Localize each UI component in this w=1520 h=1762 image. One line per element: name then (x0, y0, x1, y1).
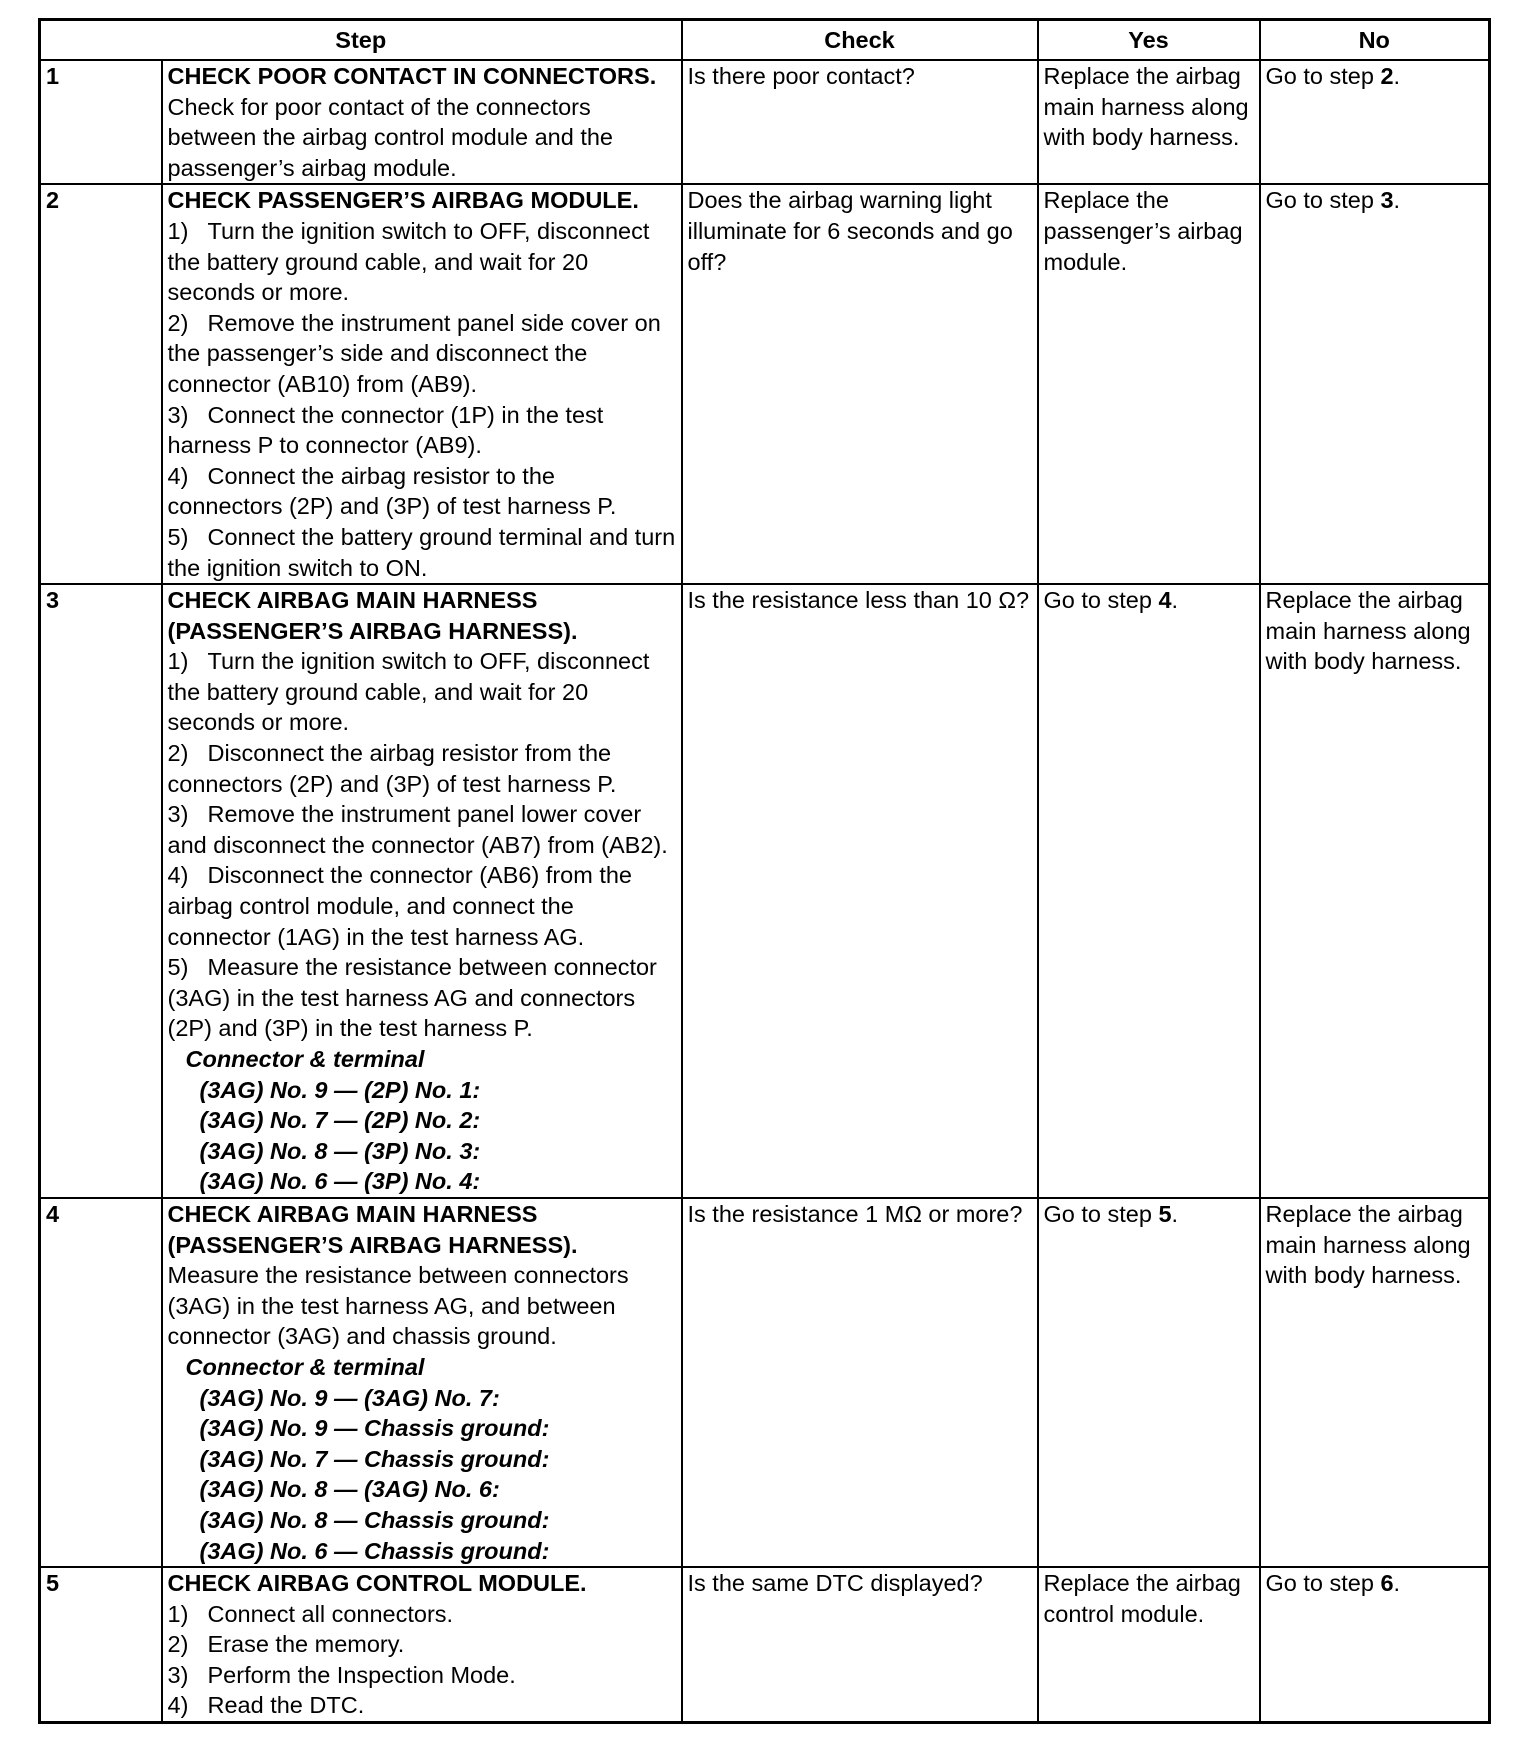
sub-step-number: 4) (167, 462, 189, 489)
sub-step-text: Read the DTC. (207, 1692, 365, 1719)
no-step-ref: 3 (1380, 187, 1394, 214)
sub-step-text: Connect the airbag resistor to the connectors (2P) and (3P) of test harness P. (167, 462, 617, 520)
sub-step-number: 1) (167, 217, 189, 244)
yes-suffix: . (1171, 1200, 1179, 1227)
no-suffix: . (1393, 187, 1401, 214)
sub-step (168, 1690, 676, 1721)
diagnostic-table (38, 18, 1491, 1724)
yes-prefix: Go to step (1043, 587, 1159, 614)
step-number: 2 (40, 184, 162, 584)
yes-action: Replace the airbag control module. (1038, 1567, 1260, 1722)
step-body: Check for poor contact of the connectors between the airbag control module and the passenger’s airbag module. (167, 93, 614, 181)
step-number: 5 (40, 1567, 162, 1722)
sub-step-text: Remove the instrument panel lower cover and disconnect the connector (AB7) from (AB2). (167, 801, 668, 858)
sub-step (168, 799, 676, 860)
sub-step-text: Remove the instrument panel side cover on the passenger’s side and disconnect the connector (AB10) from (AB9). (167, 309, 661, 397)
sub-step-number: 4) (167, 862, 189, 889)
no-action: Replace the airbag main harness along with body harness. (1260, 584, 1490, 1198)
step-title: CHECK POOR CONTACT IN CONNECTORS. (167, 63, 657, 89)
header-yes: Yes (1038, 20, 1260, 61)
no-step-ref: 6 (1380, 1570, 1394, 1597)
no-suffix: . (1393, 63, 1401, 89)
no-step-ref: 2 (1380, 63, 1394, 89)
no-suffix: . (1393, 1570, 1401, 1597)
terminal-spec: (3AG) No. 8 — (3AG) No. 6: (199, 1476, 500, 1503)
no-action (1260, 1567, 1490, 1722)
yes-prefix: Go to step (1043, 1200, 1159, 1227)
sub-step (168, 400, 676, 461)
sub-step-number: 3) (167, 401, 189, 428)
sub-step-number: 5) (167, 954, 189, 981)
step-number: 4 (40, 1198, 162, 1567)
terminal-spec: (3AG) No. 9 — (2P) No. 1: (199, 1076, 481, 1103)
table-row (40, 60, 1490, 184)
step-title: CHECK PASSENGER’S AIRBAG MODULE. (167, 187, 639, 214)
table-row (40, 584, 1490, 1198)
table-row (40, 1567, 1490, 1722)
no-action (1260, 60, 1490, 184)
terminal-spec: (3AG) No. 6 — Chassis ground: (199, 1537, 550, 1564)
no-prefix: Go to step (1265, 63, 1381, 89)
sub-step-number: 1) (167, 648, 189, 675)
header-check: Check (682, 20, 1038, 61)
yes-step-ref: 4 (1158, 587, 1172, 614)
table-row (40, 1198, 1490, 1567)
step-title: CHECK AIRBAG MAIN HARNESS (PASSENGER’S AIRBAG HARNESS). (167, 1200, 578, 1258)
step-description (162, 60, 682, 184)
sub-step-text: Connect all connectors. (207, 1600, 454, 1627)
step-description (162, 184, 682, 584)
check-question: Is there poor contact? (682, 60, 1038, 184)
sub-step-text: Erase the memory. (207, 1631, 405, 1658)
sub-step-text: Connect the battery ground terminal and turn the ignition switch to ON. (167, 523, 676, 581)
step-description (162, 584, 682, 1198)
check-question: Is the same DTC displayed? (682, 1567, 1038, 1722)
terminal-spec: (3AG) No. 7 — Chassis ground: (199, 1445, 550, 1472)
terminal-spec: (3AG) No. 9 — (3AG) No. 7: (199, 1384, 500, 1411)
sub-step (168, 646, 676, 738)
sub-step (168, 216, 676, 308)
check-question: Is the resistance less than 10 Ω? (682, 584, 1038, 1198)
sub-step-text: Turn the ignition switch to OFF, disconnect the battery ground cable, and wait for 20 seconds or more. (167, 648, 650, 736)
sub-step-number: 2) (167, 1631, 189, 1658)
terminal-spec: (3AG) No. 7 — (2P) No. 2: (199, 1107, 481, 1134)
step-title: CHECK AIRBAG CONTROL MODULE. (167, 1570, 587, 1597)
terminal-spec: (3AG) No. 6 — (3P) No. 4: (199, 1168, 481, 1195)
sub-step (168, 1599, 676, 1630)
yes-step-ref: 5 (1158, 1200, 1172, 1227)
yes-action (1038, 584, 1260, 1198)
sub-step (168, 461, 676, 522)
sub-step (168, 952, 676, 1044)
no-action (1260, 184, 1490, 584)
sub-step-text: Measure the resistance between connector (3AG) in the test harness AG and connectors (2P) and (3P) in the test harness P. (167, 954, 657, 1042)
sub-step (168, 738, 676, 799)
step-description (162, 1198, 682, 1567)
step-description (162, 1567, 682, 1722)
sub-step-number: 3) (167, 1661, 189, 1688)
no-prefix: Go to step (1265, 1570, 1381, 1597)
connector-heading: Connector & terminal (185, 1353, 425, 1380)
table-header-row (40, 20, 1490, 61)
sub-step (168, 1629, 676, 1660)
connector-heading: Connector & terminal (185, 1046, 425, 1072)
terminal-spec: (3AG) No. 9 — Chassis ground: (199, 1415, 550, 1442)
sub-step (168, 860, 676, 952)
yes-action (1038, 1198, 1260, 1567)
check-question: Is the resistance 1 MΩ or more? (682, 1198, 1038, 1567)
sub-step-text: Disconnect the connector (AB6) from the airbag control module, and connect the connector (1AG) in the test harness AG. (167, 862, 633, 950)
step-title: CHECK AIRBAG MAIN HARNESS (PASSENGER’S AIRBAG HARNESS). (167, 587, 578, 644)
step-number: 3 (40, 584, 162, 1198)
header-step: Step (40, 20, 682, 61)
terminal-spec: (3AG) No. 8 — Chassis ground: (199, 1506, 550, 1533)
yes-action: Replace the passenger’s airbag module. (1038, 184, 1260, 584)
sub-step (168, 1660, 676, 1691)
yes-action: Replace the airbag main harness along with body harness. (1038, 60, 1260, 184)
yes-suffix: . (1171, 587, 1179, 614)
step-body: Measure the resistance between connectors (3AG) in the test harness AG, and between connector (3AG) and chassis ground. (167, 1262, 629, 1350)
terminal-spec: (3AG) No. 8 — (3P) No. 3: (199, 1137, 481, 1164)
check-question: Does the airbag warning light illuminate for 6 seconds and go off? (682, 184, 1038, 584)
step-number: 1 (40, 60, 162, 184)
sub-step (168, 308, 676, 400)
sub-step (168, 522, 676, 583)
table-row (40, 184, 1490, 584)
sub-step-text: Disconnect the airbag resistor from the connectors (2P) and (3P) of test harness P. (167, 740, 617, 797)
sub-step-number: 5) (167, 523, 189, 550)
sub-step-number: 1) (167, 1600, 189, 1627)
sub-step-text: Connect the connector (1P) in the test harness P to connector (AB9). (167, 401, 604, 459)
sub-step-text: Turn the ignition switch to OFF, disconnect the battery ground cable, and wait for 20 seconds or more. (167, 217, 650, 306)
sub-step-number: 4) (167, 1692, 189, 1719)
sub-step-number: 3) (167, 801, 189, 828)
header-no: No (1260, 20, 1490, 61)
no-prefix: Go to step (1265, 187, 1381, 214)
sub-step-number: 2) (167, 309, 189, 336)
sub-step-number: 2) (167, 740, 189, 767)
no-action: Replace the airbag main harness along with body harness. (1260, 1198, 1490, 1567)
sub-step-text: Perform the Inspection Mode. (207, 1661, 516, 1688)
